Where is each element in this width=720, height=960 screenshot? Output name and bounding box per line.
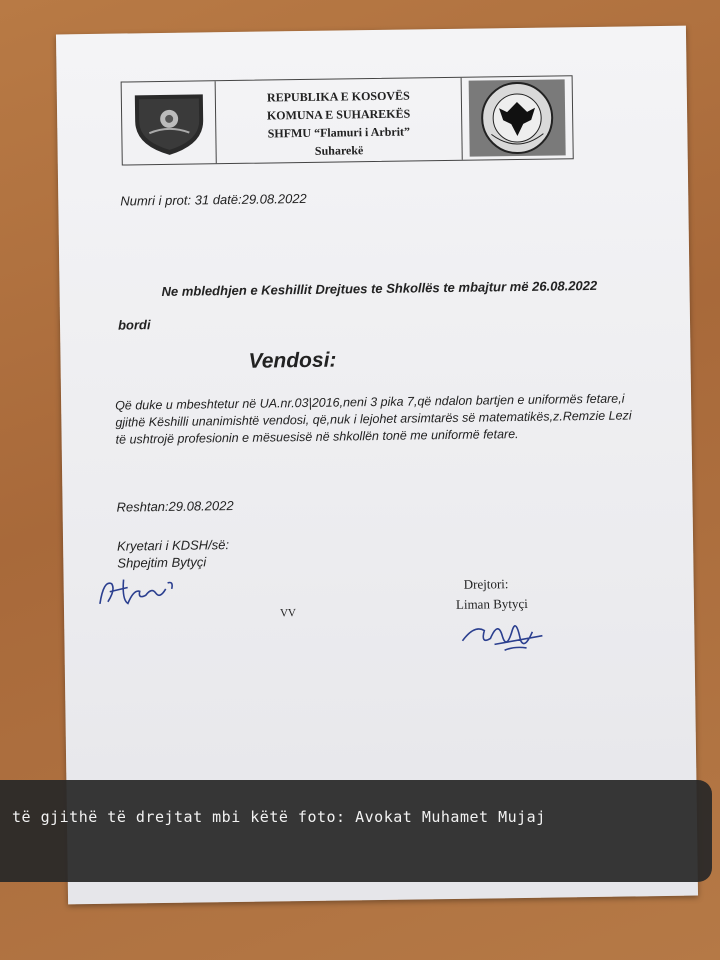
school-seal bbox=[462, 76, 573, 160]
kosovo-coat-of-arms-icon bbox=[128, 86, 209, 159]
kosovo-emblem bbox=[122, 81, 217, 164]
city-line: Suharekë bbox=[314, 143, 364, 158]
director-title: Drejtori: bbox=[463, 576, 509, 592]
secretary-title: Kryetari i KDSH/së: bbox=[117, 537, 230, 554]
director-signature-icon bbox=[454, 610, 555, 661]
vv-mark: VV bbox=[279, 607, 297, 620]
decision-body: Që duke u mbeshtetur në UA.nr.03|2016,neni 3 pika 7,që ndalon bartjen e uniformës fetare,i gjithë Këshilli unanimishtë vendosi, që,nuk i lejohet arsimtarës së matematikës,z.Remzie Lezi të ushtrojë profesionin e mësuesisë në shkollën tonë me uniformë fetare. bbox=[115, 391, 632, 447]
decision-title: Vendosi: bbox=[248, 348, 337, 373]
republic-line: REPUBLIKA E KOSOVËS bbox=[266, 88, 410, 105]
letterhead bbox=[121, 75, 574, 165]
bordi-label: bordi bbox=[117, 317, 151, 333]
document-paper bbox=[56, 26, 698, 905]
school-seal-icon bbox=[467, 77, 568, 158]
meeting-line: Ne mbledhjen e Keshillit Drejtues te Shkollës te mbajtur më 26.08.2022 bbox=[161, 277, 598, 299]
school-line: SHFMU “Flamuri i Arbrit” bbox=[267, 124, 411, 141]
director-name: Liman Bytyçi bbox=[455, 595, 528, 612]
place-date: Reshtan:29.08.2022 bbox=[116, 498, 234, 515]
protocol-number: Numri i prot: 31 datë:29.08.2022 bbox=[120, 190, 307, 209]
letterhead-text bbox=[216, 78, 463, 163]
secretary-signature-icon bbox=[93, 569, 184, 614]
municipality-line: KOMUNA E SUHAREKËS bbox=[266, 106, 411, 123]
copyright-caption: të gjithë të drejtat mbi këtë foto: Avokat Muhamet Mujaj bbox=[0, 780, 712, 882]
secretary-name: Shpejtim Bytyçi bbox=[117, 554, 207, 571]
